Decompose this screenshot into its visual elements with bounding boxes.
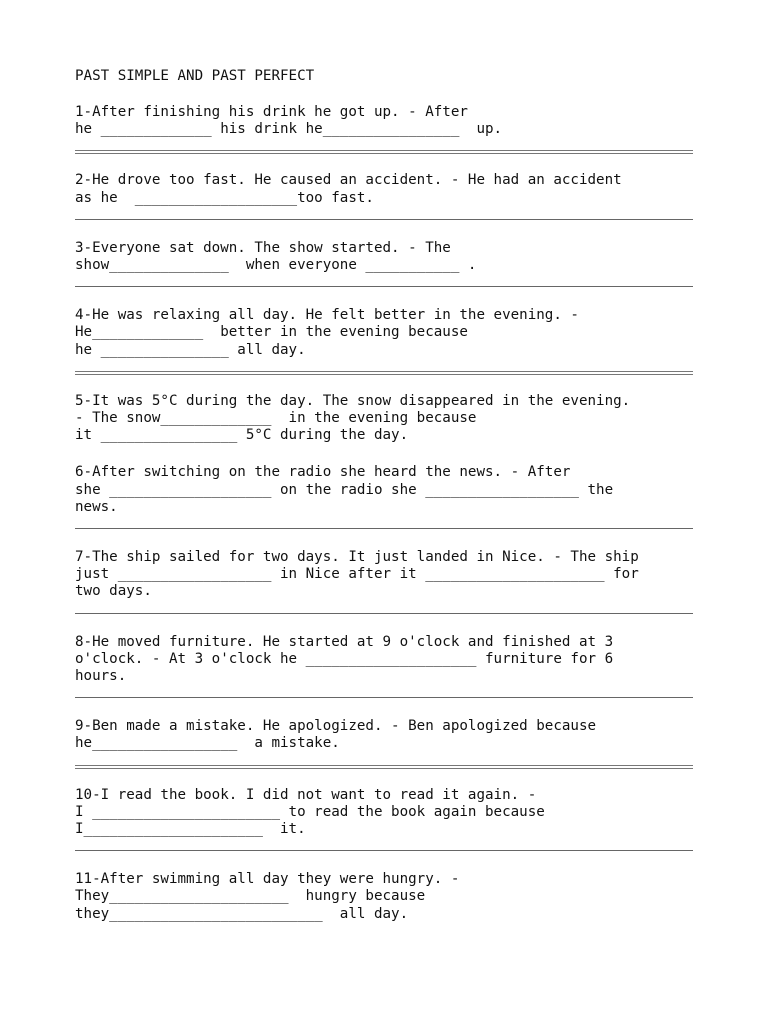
divider — [75, 528, 693, 529]
exercise-line: He_____________ better in the evening because — [75, 324, 468, 341]
exercise-4 — [75, 307, 695, 359]
divider — [75, 286, 693, 287]
divider — [75, 697, 693, 698]
worksheet-page — [75, 68, 695, 923]
exercise-1 — [75, 104, 695, 138]
exercise-line: I ______________________ to read the book again because — [75, 803, 545, 820]
exercise-11 — [75, 871, 695, 923]
exercise-line: he _____________ his drink he________________ up. — [75, 121, 503, 138]
exercise-line: she ___________________ on the radio she __________________ the — [75, 481, 614, 498]
exercise-line: 6-After switching on the radio she heard the news. - After — [75, 464, 571, 481]
exercise-line: 1-After finishing his drink he got up. - After — [75, 104, 468, 120]
exercise-line: 4-He was relaxing all day. He felt better in the evening. - — [75, 307, 579, 324]
exercise-line: 5-It was 5°C during the day. The snow disappeared in the evening. — [75, 392, 631, 409]
exercise-line: it ________________ 5°C during the day. — [75, 427, 409, 444]
divider — [75, 371, 693, 375]
exercise-9 — [75, 718, 695, 752]
divider — [75, 219, 693, 220]
divider — [75, 613, 693, 614]
exercise-line: hours. — [75, 668, 127, 685]
exercise-2 — [75, 172, 695, 206]
divider — [75, 850, 693, 851]
exercise-line: two days. — [75, 583, 152, 600]
divider — [75, 765, 693, 769]
exercise-5 — [75, 393, 695, 445]
exercise-line: 3-Everyone sat down. The show started. - The — [75, 239, 451, 256]
exercise-line: news. — [75, 498, 118, 515]
exercise-line: o'clock. - At 3 o'clock he ____________________ furniture for 6 — [75, 650, 614, 667]
exercise-10 — [75, 787, 695, 839]
exercise-line: he _______________ all day. — [75, 341, 306, 358]
exercise-line: I_____________________ it. — [75, 821, 306, 838]
exercise-line: 9-Ben made a mistake. He apologized. - Ben apologized because — [75, 718, 597, 735]
exercise-line: - The snow_____________ in the evening because — [75, 410, 477, 427]
exercise-3 — [75, 240, 695, 274]
exercise-line: 2-He drove too fast. He caused an accident. - He had an accident — [75, 172, 622, 189]
divider — [75, 150, 693, 154]
exercise-line: 10-I read the book. I did not want to read it again. - — [75, 786, 537, 803]
exercise-line: he_________________ a mistake. — [75, 735, 340, 752]
exercise-6 — [75, 464, 695, 516]
exercise-line: show______________ when everyone ___________ . — [75, 257, 477, 274]
exercise-line: just __________________ in Nice after it _____________________ for — [75, 566, 639, 583]
worksheet-title: PAST SIMPLE AND PAST PERFECT — [75, 68, 315, 84]
exercise-line: They_____________________ hungry because — [75, 888, 426, 905]
exercise-7 — [75, 549, 695, 601]
exercise-line: as he ___________________too fast. — [75, 189, 374, 206]
exercise-line: 11-After swimming all day they were hungry. - — [75, 871, 460, 888]
exercise-line: 7-The ship sailed for two days. It just landed in Nice. - The ship — [75, 549, 639, 566]
exercise-line: 8-He moved furniture. He started at 9 o'clock and finished at 3 — [75, 633, 614, 650]
exercise-8 — [75, 634, 695, 686]
exercise-line: they_________________________ all day. — [75, 905, 409, 922]
